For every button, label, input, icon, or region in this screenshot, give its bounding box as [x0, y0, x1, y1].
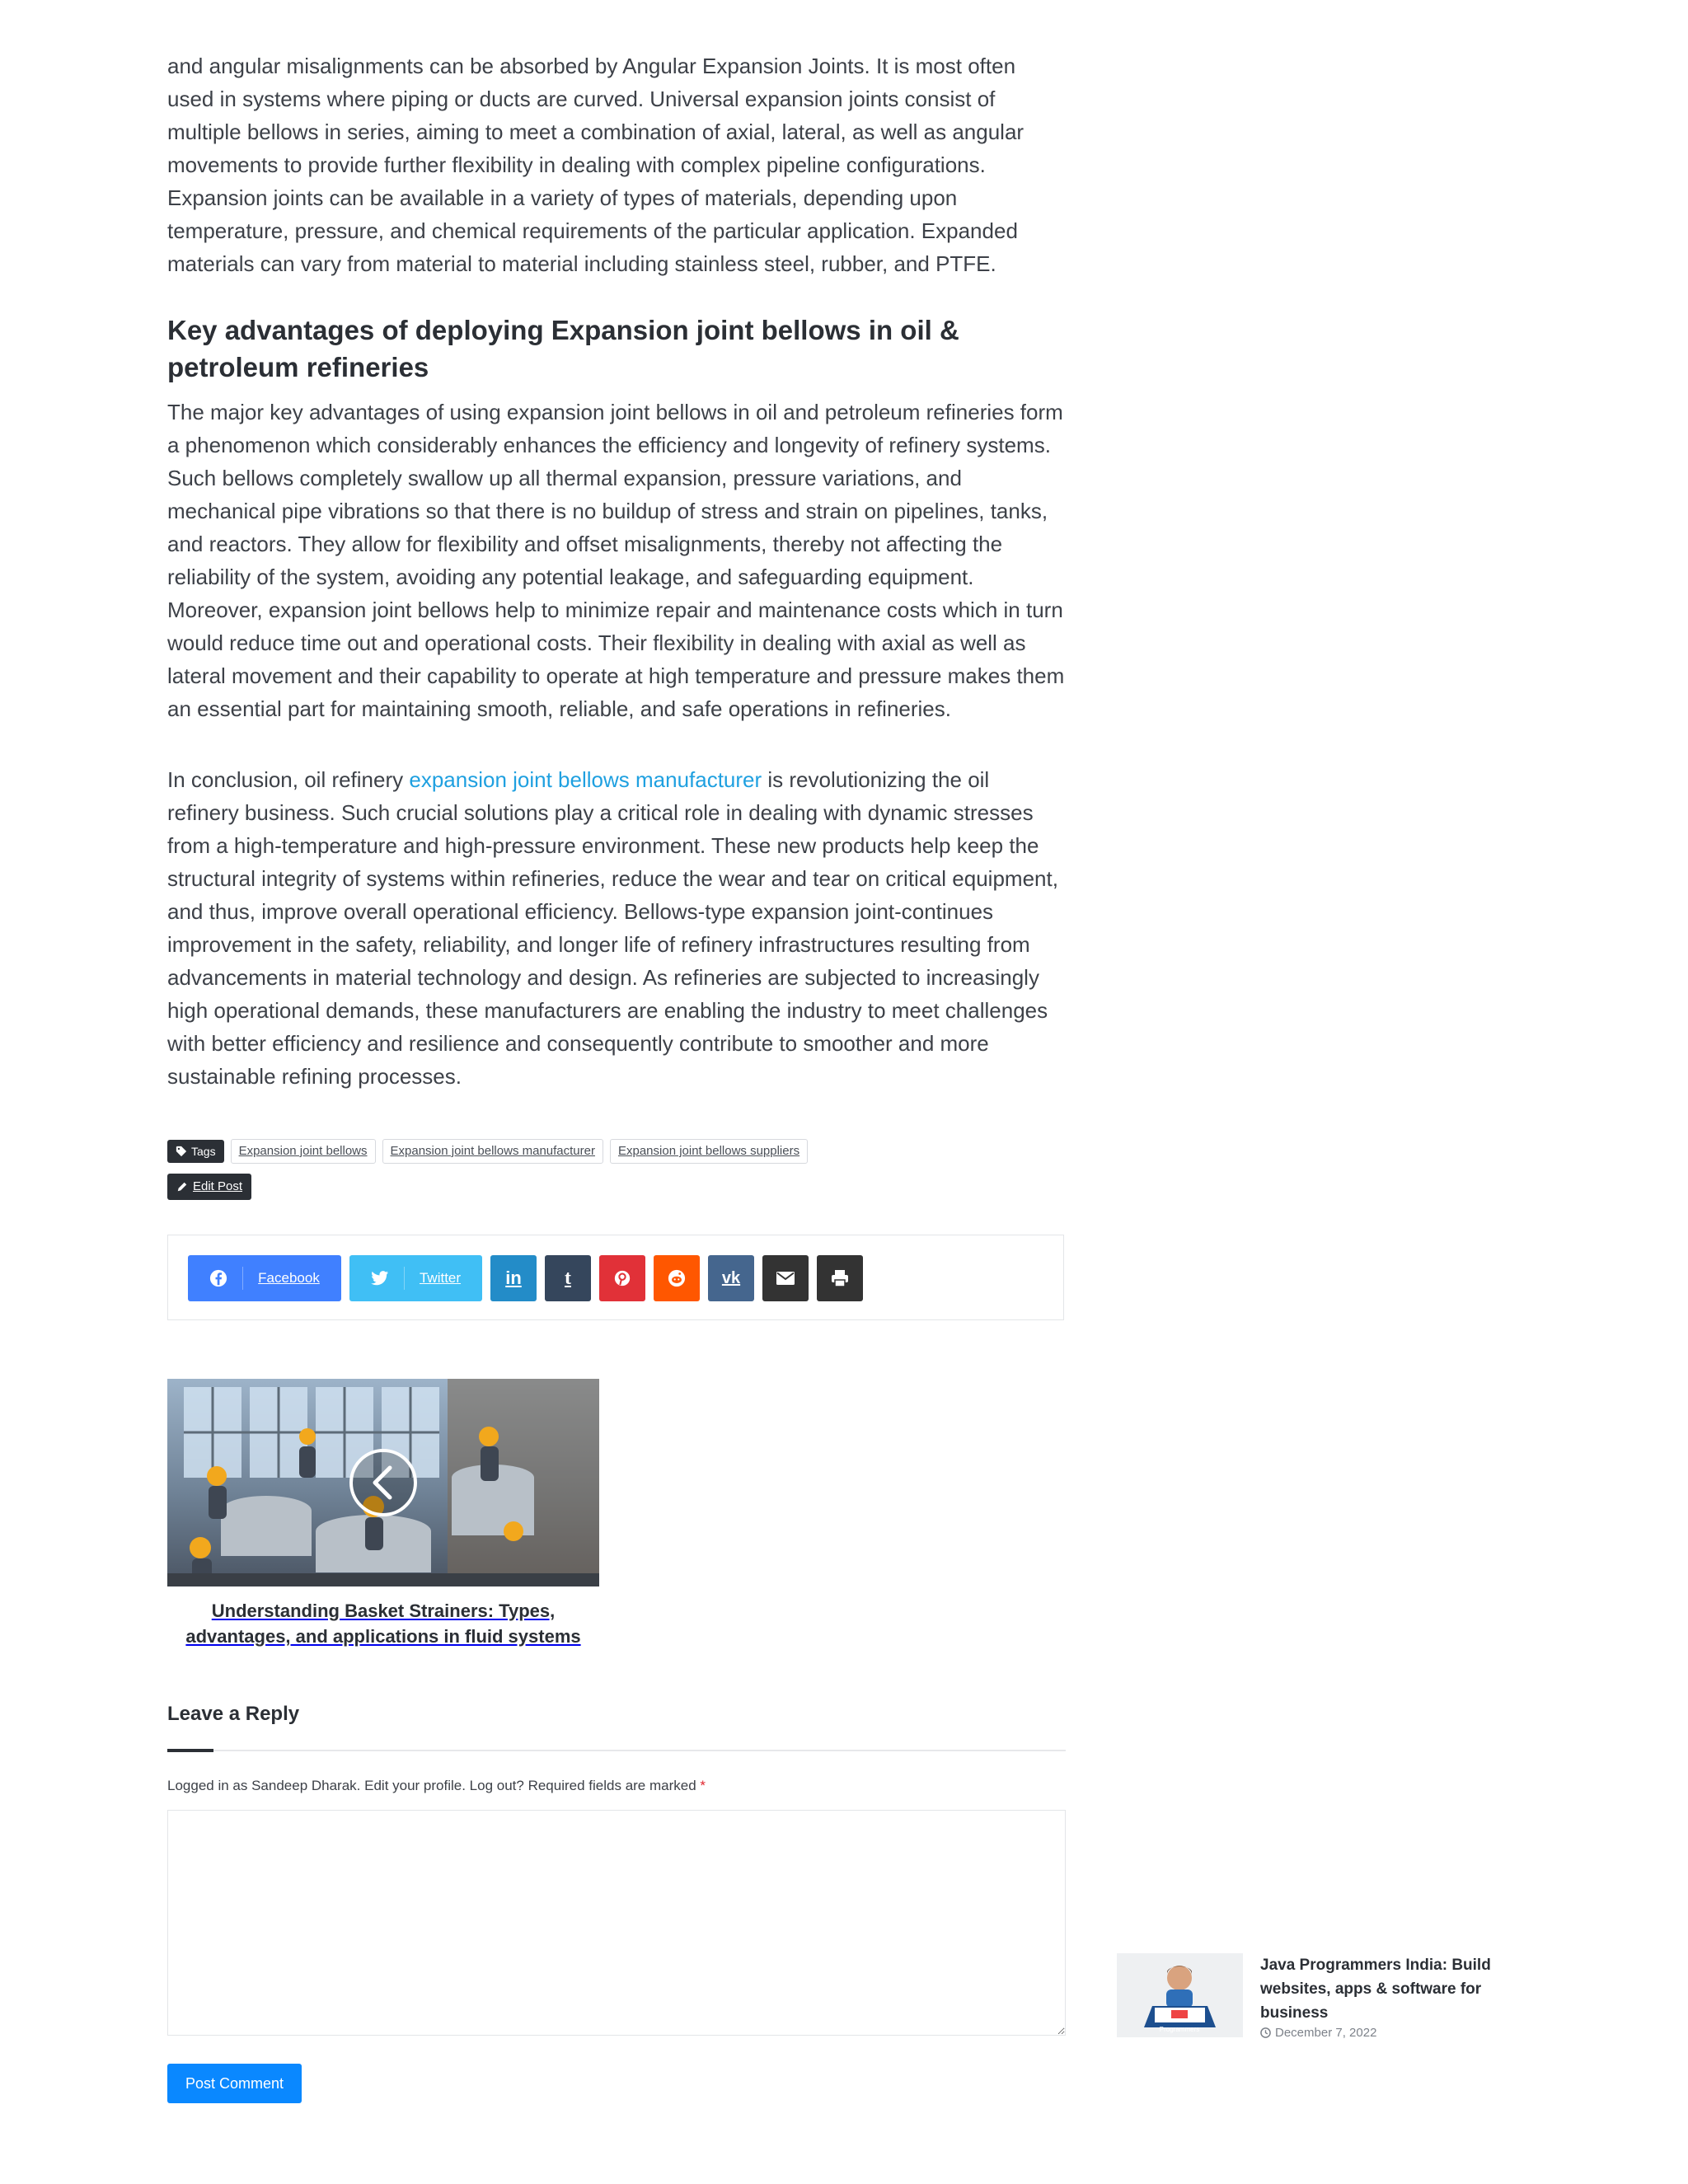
comments-heading: Leave a Reply: [167, 1703, 300, 1725]
share-twitter-button[interactable]: [349, 1255, 482, 1301]
post-tags: [167, 1139, 808, 1164]
printer-icon: [831, 1269, 849, 1287]
previous-post-title: Understanding Basket Strainers: Types, advantages, and applications in fluid systems: [185, 1601, 581, 1647]
article-paragraph-conclusion: [167, 763, 1066, 1093]
edit-post-label: Edit Post: [193, 1179, 243, 1193]
share-email-button[interactable]: [762, 1255, 809, 1301]
manufacturer-link[interactable]: expansion joint bellows manufacturer: [409, 767, 762, 792]
twitter-label: Twitter: [419, 1270, 462, 1286]
separator: [242, 1267, 243, 1290]
recent-post-thumbnail: [1117, 1953, 1243, 2037]
conclusion-text-end: is revolutionizing the oil refinery business. Such crucial solutions play a critical role in dealing with dynamic stresses from a high-temperature and high-pressure environment. These new products help keep the structural integrity of systems within refineries, reduce the wear and tear on critical equipment, and thus, improve overall operational efficiency. Bellows-type expansion joint-continues improvement in the safety, reliability, and longer life of refinery infrastructures resulting from advancements in material technology and design. As refineries are subjected to increasingly high operational demands, these manufacturers are enabling the industry to meet challenges with better efficiency and resilience and consequently contribute to smoother and more sustainable refining processes.: [167, 767, 1058, 1089]
share-tumblr-button[interactable]: [545, 1255, 591, 1301]
share-pinterest-button[interactable]: [599, 1255, 645, 1301]
previous-post-link[interactable]: [167, 1379, 599, 1649]
pencil-icon: [176, 1181, 188, 1193]
required-asterisk: *: [700, 1778, 706, 1793]
programmers-caption: Programmers: [1159, 2026, 1200, 2033]
share-print-button[interactable]: [817, 1255, 863, 1301]
article-paragraph-advantages: The major key advantages of using expansion joint bellows in oil and petroleum refineries form a phenomenon which considerably enhances the efficiency and longevity of refinery systems. Such bellows completely swallow up all thermal expansion, pressure variations, and mechanical pipe vibrations so that there is no buildup of stress and strain on pipelines, tanks, and reactors. They allow for flexibility and offset misalignments, thereby not affecting the reliability of the system, avoiding any potential leakage, and safeguarding equipment. Moreover, expansion joint bellows help to minimize repair and maintenance costs which in turn would reduce time out and operational costs. Their flexibility in dealing with axial as well as lateral movement and their capability to operate at high temperature and pressure makes them an essential part for maintaining smooth, reliable, and safe operations in refineries.: [167, 400, 1065, 721]
logged-in-text: Logged in as Sandeep Dharak. Edit your profile. Log out? Required fields are marked: [167, 1778, 696, 1793]
conclusion-text-start: In conclusion, oil refinery: [167, 767, 410, 792]
tag-link[interactable]: Expansion joint bellows: [231, 1139, 376, 1164]
logged-in-notice: [167, 1778, 706, 1794]
article-paragraph-intro: and angular misalignments can be absorbed by Angular Expansion Joints. It is most often used in systems where piping or ducts are curved. Universal expansion joints consist of multiple bellows in series, aiming to meet a combination of axial, lateral, as well as angular movements to provide further flexibility in dealing with complex pipeline configurations. Expansion joints can be available in a variety of types of materials, depending upon temperature, pressure, and chemical requirements of the particular application. Expanded materials can vary from material to material including stainless steel, rubber, and PTFE.: [167, 54, 1025, 276]
clock-icon: [1260, 2027, 1271, 2038]
article-section-heading: Key advantages of deploying Expansion joint bellows in oil & petroleum refineries: [167, 315, 959, 382]
previous-post-thumbnail: [167, 1379, 599, 1586]
comment-textarea[interactable]: [167, 1810, 1066, 2036]
tags-label-text: Tags: [191, 1145, 216, 1158]
recent-post-date: [1260, 2026, 1376, 2040]
comments-divider-accent: [167, 1749, 213, 1752]
twitter-icon: [371, 1270, 389, 1286]
edit-post-button[interactable]: [167, 1174, 251, 1200]
share-reddit-button[interactable]: [654, 1255, 700, 1301]
share-linkedin-button[interactable]: [490, 1255, 537, 1301]
linkedin-icon: in: [505, 1268, 522, 1288]
comments-divider: [167, 1750, 1066, 1751]
reddit-icon: [668, 1269, 686, 1287]
pinterest-icon: [613, 1269, 631, 1287]
tumblr-icon: t: [565, 1267, 571, 1289]
recent-post-title: Java Programmers India: Build websites, apps & software for business: [1260, 1957, 1491, 2022]
envelope-icon: [776, 1272, 795, 1285]
tag-icon: [176, 1146, 187, 1157]
tag-link[interactable]: Expansion joint bellows manufacturer: [382, 1139, 603, 1164]
workshop-photo: [167, 1379, 599, 1586]
facebook-label: Facebook: [258, 1270, 320, 1286]
facebook-icon: [209, 1269, 227, 1287]
share-vk-button[interactable]: [708, 1255, 754, 1301]
article-body: [167, 49, 1066, 1093]
separator: [404, 1267, 405, 1290]
vk-icon: vk: [721, 1268, 741, 1287]
tag-link[interactable]: Expansion joint bellows suppliers: [610, 1139, 808, 1164]
post-comment-button[interactable]: Post Comment: [167, 2064, 302, 2103]
share-buttons: [167, 1235, 1064, 1320]
recent-post-date-text: December 7, 2022: [1275, 2026, 1377, 2040]
tags-label: [167, 1140, 224, 1163]
share-facebook-button[interactable]: [188, 1255, 341, 1301]
programmer-avatar-image: [1117, 1953, 1243, 2037]
